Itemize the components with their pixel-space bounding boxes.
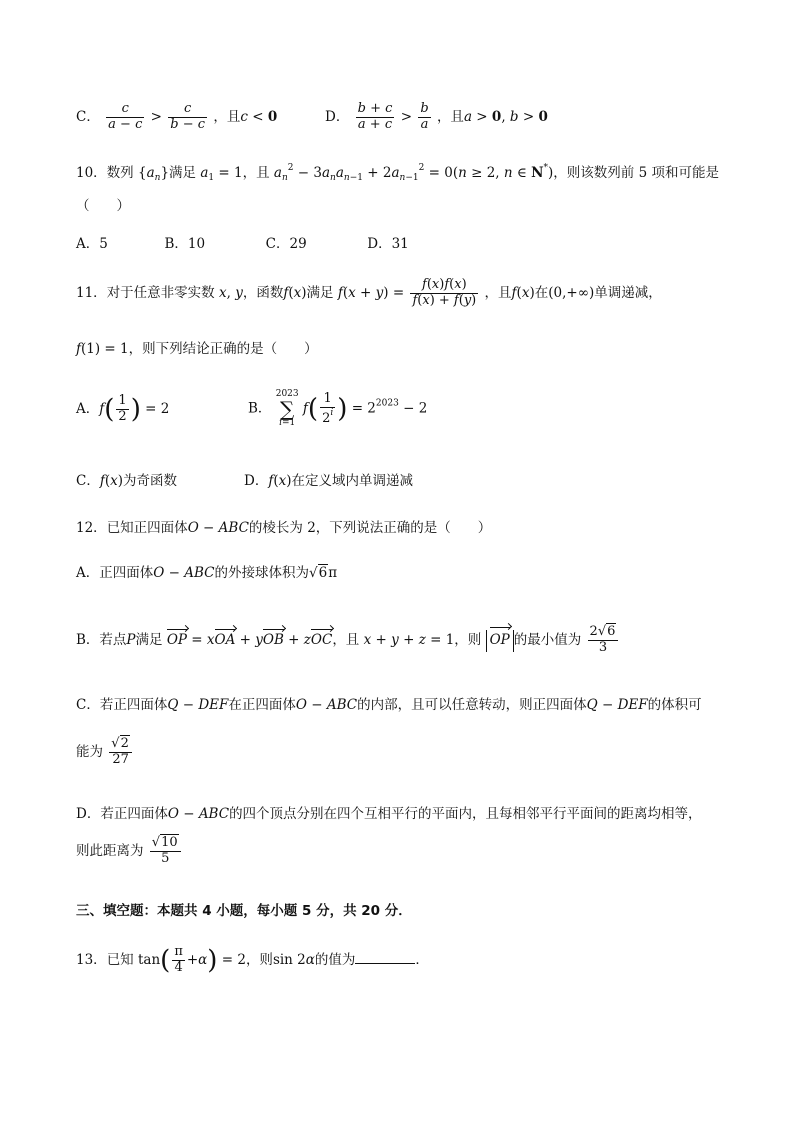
q11-stem-line2: f(1) = 1，则下列结论正确的是（ ） <box>76 341 318 357</box>
q10-options <box>76 236 409 252</box>
q12-option-d-line2: 则此距离为 $\frac{√10}{5}$ <box>76 836 183 867</box>
q9-option-c: C． $\frac{c}{a - c}$ > $\frac{c}{b - c}$ ，且c < 0 <box>76 101 278 132</box>
q12-stem: 12．已知正四面体O − ABC的棱长为 2，下列说法正确的是（ ） <box>76 520 492 536</box>
q12-option-a: A．正四面体O − ABC的外接球体积为√6π <box>76 565 338 581</box>
q13-stem: 13．已知 tan( $\frac{\pi}{4}$ +α) = 2，则sin 2α的值为 ． <box>76 944 429 976</box>
q10-paren: （ ） <box>76 198 130 214</box>
q12-option-d-line1: D．若正四面体O − ABC的四个顶点分别在四个互相平行的平面内，且每相邻平行平面间的距离均相等， <box>76 806 702 822</box>
q11-option-a: A．f( $\frac{1}{2}$ ) = 2 <box>76 393 170 425</box>
q10-option-b: B．10 <box>164 236 206 252</box>
q9-option-d: D． $\frac{b + c}{a + c}$ > $\frac{b}{a}$ ，且a > 0, b > 0 <box>325 101 548 132</box>
q10-option-a: A．5 <box>76 236 108 252</box>
q11-option-b: B． 2023 ∑ i=1 f( $\frac{1}{2^i}$ ) = $2^{2023} - 2$ <box>248 389 428 428</box>
q11-option-d: D．f(x)在定义域内单调递减 <box>244 473 414 489</box>
q12-option-c-line2: 能为 $\frac{√2}{27}$ <box>76 737 134 768</box>
q11-stem-line1: 11．对于任意非零实数 x, y，函数f(x)满足 f(x + y) = $\frac{f(x)f(x)}{f(x) + f(y)}$ ，且f(x)在(0,+∞)单调递减， <box>76 277 662 308</box>
q12-option-b: B．若点P满足 OP = xOA + yOB + zOC，且 x + y + z = 1，则 OP 的最小值为 $\frac{2√6}{3}$ <box>76 625 620 656</box>
answer-blank[interactable] <box>355 951 415 964</box>
q12-option-c-line1: C．若正四面体Q − DEF在正四面体O − ABC的内部，且可以任意转动，则正四面体Q − DEF的体积可 <box>76 697 702 713</box>
q11-option-c: C．f(x)为奇函数 <box>76 473 178 489</box>
section-heading: 三、填空题：本题共 4 小题，每小题 5 分，共 20 分． <box>76 903 412 919</box>
q10-option-c: C．29 <box>265 236 307 252</box>
q10-stem: 10．数列 $\{a_n\}$满足 $a_1 = 1$，且 $a_n^2 - 3a_na_{n-1} + 2a_{n-1}^2 = 0(n \ge 2$, n ∈ N*)，则该数列前 5 项和可能是 <box>76 163 719 183</box>
q10-option-d: D．31 <box>367 236 409 252</box>
